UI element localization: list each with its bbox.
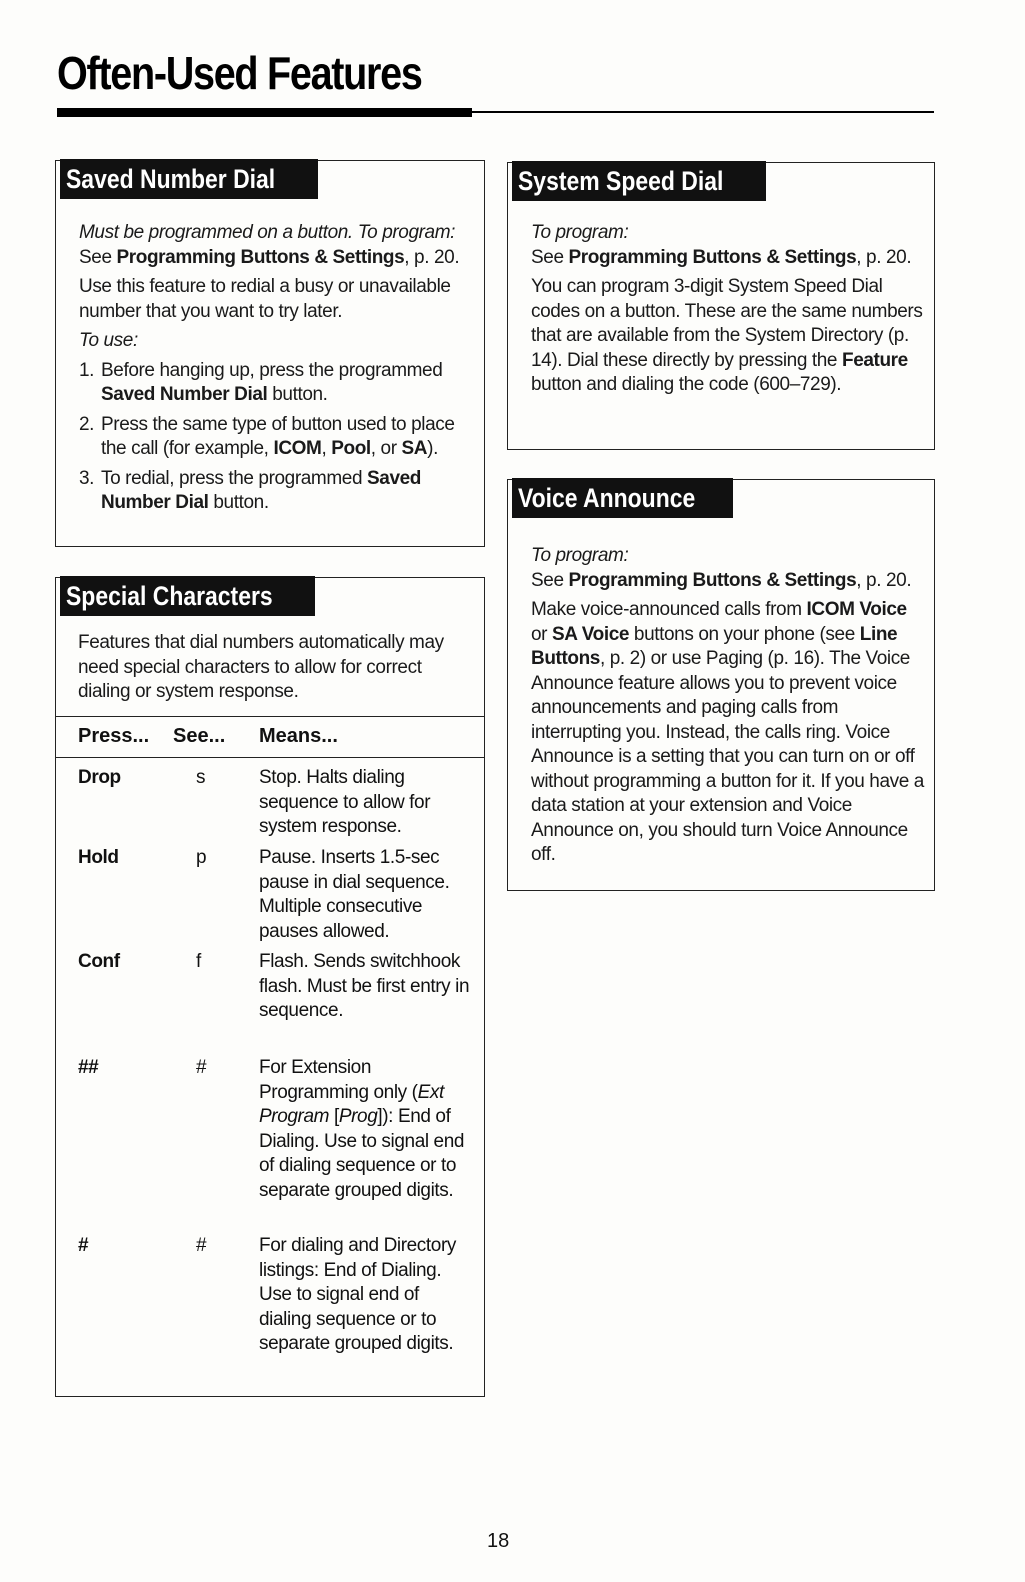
see-reference: Programming Buttons & Settings <box>116 246 405 268</box>
page-title: Often-Used Features <box>57 47 422 99</box>
voice-announce-box: Voice Announce To program: See Programming Buttons & Settings, p. 20. Make voice-announced calls from ICOM Voice or SA Voice buttons on your phone (see Line Buttons, p. 2) or use Paging (p. 16). The Voice Announce feature allows you to prevent voice announcements and paging calls from interrupting you. Instead, the calls ring. Voice Announce is a setting that you can turn on or off without programming a button for it. If you have a data station at your extension and Voice Announce on, you should turn Voice Announce off. <box>507 479 935 891</box>
header-see: See... <box>173 725 226 747</box>
step-item: 3. To redial, press the programmed Saved Number Dial button. <box>79 467 421 513</box>
description: Use this feature to redial a busy or unavailable number that you want to try later. <box>79 276 451 322</box>
header-press: Press... <box>78 725 150 747</box>
to-program-label: To program: <box>531 545 629 566</box>
system-speed-dial-box: System Speed Dial To program: See Programming Buttons & Settings, p. 20. You can program 3-digit System Speed Dial codes on a button. These are the same numbers that are available from the System Directory (p. 14). Dial these directly by pressing the Feature button and dialing the code (600–729). <box>507 162 935 450</box>
special-characters-intro: Features that dial numbers automatically may need special characters to allow for correct dialing or system response. <box>78 632 444 702</box>
special-characters-title: Special Characters <box>60 576 315 616</box>
title-rule-thin <box>472 111 934 113</box>
step-item: 1. Before hanging up, press the programmed Saved Number Dial button. <box>79 359 443 405</box>
table-header <box>56 716 484 758</box>
voice-announce-description: Make voice-announced calls from ICOM Voice or SA Voice buttons on your phone (see Line Buttons, p. 2) or use Paging (p. 16). The Voice Announce feature allows you to prevent voice announcements and paging calls from interrupting you. Instead, the calls ring. Voice Announce is a setting that you can turn on or off without programming a button for it. If you have a data station at your extension and Voice Announce on, you should turn Voice Announce off. <box>531 599 924 865</box>
title-rule-thick <box>57 108 472 117</box>
system-speed-dial-title: System Speed Dial <box>512 161 766 201</box>
page-number: 18 <box>487 1530 510 1552</box>
special-characters-box: Special Characters Features that dial numbers automatically may need special characters to allow for correct dialing or system response. Press... See... Means... Drop s Stop. Halts dialing sequence to allow for system response. Hold p Pause. Inserts 1.5-sec pause in dial sequence. Multiple consecutive pauses allowed. Conf f Flash. Sends switchhook flash. Must be first entry in sequence. ## # For Extension Programming only (Ext Program [Prog]): End of Dialing. Use to signal end of dialing sequence or to separate grouped digits. # # For dialing and Directory listings: End of Dialing. Use to signal end of dialing sequence or to separate grouped digits. <box>55 577 485 1397</box>
header-means: Means... <box>259 725 338 747</box>
steps-list <box>79 359 474 516</box>
see-reference: Programming Buttons & Settings <box>568 246 857 268</box>
saved-number-dial-title: Saved Number Dial <box>60 159 318 199</box>
program-intro: Must be programmed on a button. To program: <box>79 222 456 243</box>
voice-announce-title: Voice Announce <box>512 478 733 518</box>
step-item: 2. Press the same type of button used to place the call (for example, ICOM, Pool, or SA). <box>79 413 455 459</box>
saved-number-dial-box: Saved Number Dial Must be programmed on a button. To program: See Programming Buttons & Settings, p. 20. Use this feature to redial a busy or unavailable number that you want to try later. To use: 1. Before hanging up, press the programmed Saved Number Dial button. 2. Press the same type of button used to place the call (for example, ICOM, Pool, or SA). 3. To redial, press the programmed Saved Number Dial button. <box>55 160 485 547</box>
to-use-label: To use: <box>79 330 138 351</box>
system-speed-dial-description: You can program 3-digit System Speed Dial codes on a button. These are the same numbers that are available from the System Directory (p. 14). Dial these directly by pressing the Feature button and dialing the code (600–729). <box>531 276 923 395</box>
to-program-label: To program: <box>531 222 629 243</box>
see-reference: Programming Buttons & Settings <box>568 569 857 591</box>
